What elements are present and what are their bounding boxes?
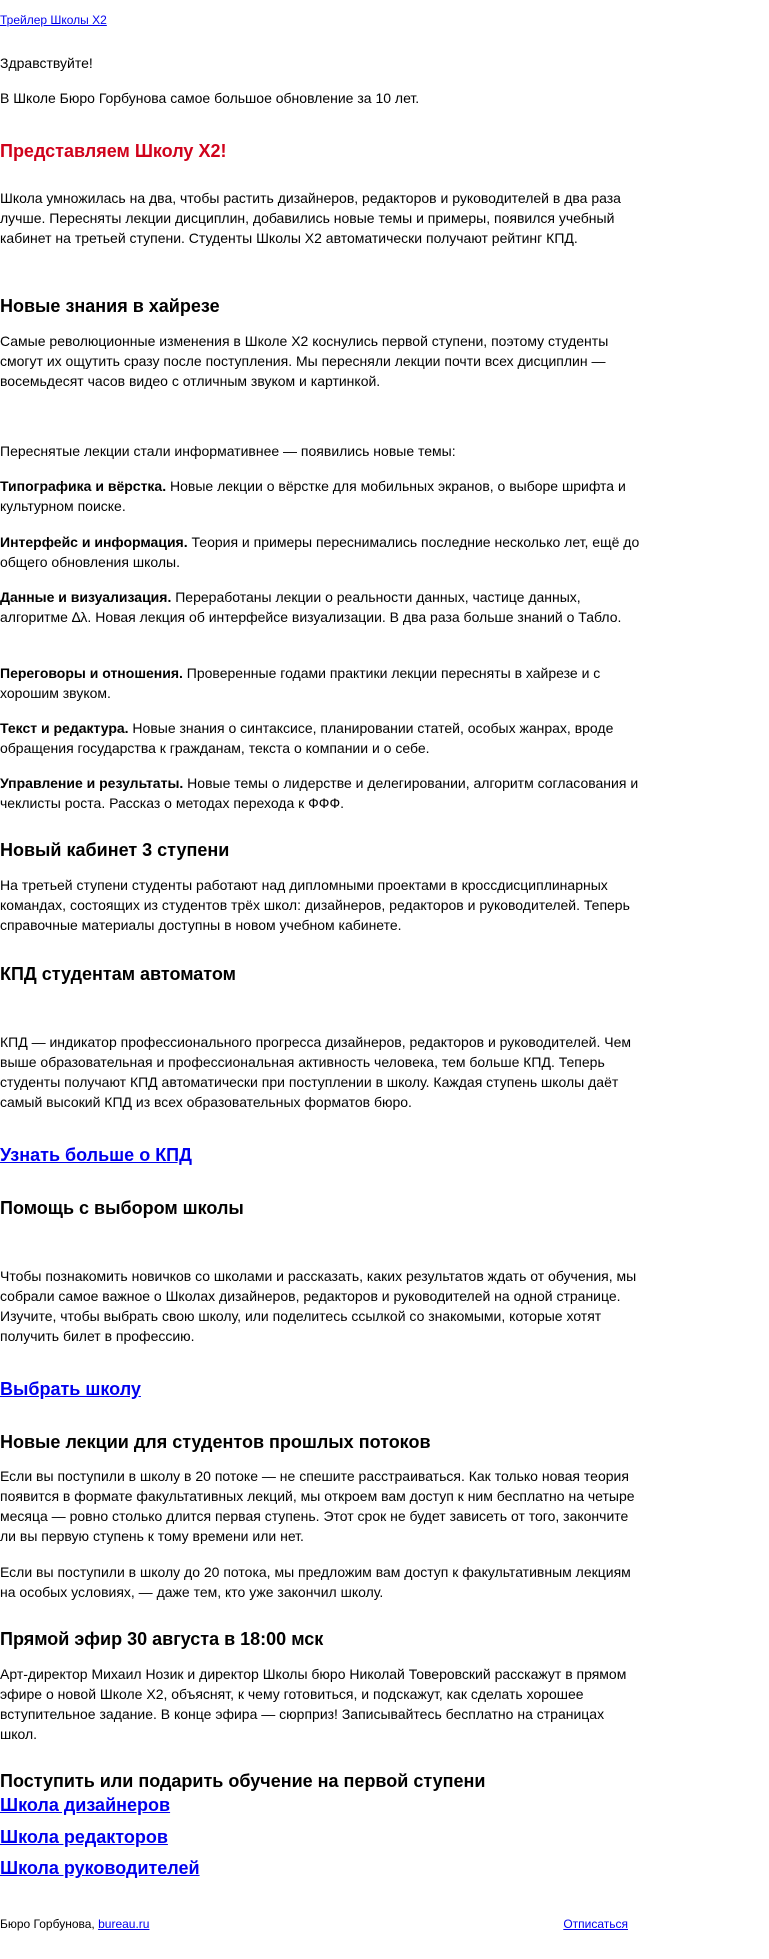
choose-title: Помощь с выбором школы [0, 1198, 244, 1218]
choose-school-link[interactable]: Выбрать школу [0, 1379, 141, 1399]
school-editors-link[interactable]: Школа редакторов [0, 1827, 168, 1847]
school-designers-link[interactable]: Школа дизайнеров [0, 1795, 171, 1815]
company-name: Бюро Горбунова, [0, 1917, 99, 1931]
topic-item [0, 663, 640, 703]
footer-company [0, 1916, 149, 1932]
topic-name: Типографика и вёрстка. [0, 478, 167, 494]
school-managers-link[interactable]: Школа руководителей [0, 1858, 200, 1878]
kpd-text: КПД — индикатор профессионального прогресса дизайнеров, редакторов и руководителей. Чем выше образовательная и профессиональная активность человека, тем больше КПД. Теперь студенты получают КПД автоматически при поступлении в школу. Каждая ступень школы даёт самый высокий КПД из всех образовательных форматов бюро. [0, 1034, 631, 1110]
cabinet-text: На третьей ступени студенты работают над дипломными проектами в кроссдисциплинарных командах, состоящих из студентов трёх школ: дизайнеров, редакторов и руководителей. Теперь справочные материалы доступны в новом учебном кабинете. [0, 877, 630, 933]
topic-text: Переработаны лекции о реальности данных, частице данных, алгоритме ∆λ. Новая лекция об интерфейсе визуализации. В два раза больше знаний о Табло. [0, 589, 622, 625]
live-text: Арт-директор Михаил Нозик и директор Школы бюро Николай Товеровский расскажут в прямом эфире о новой Школе Х2, объяснят, к чему готовиться, и подскажут, как сделать хорошее вступительное задание. В конце эфира — сюрприз! Записывайтесь бесплатно на страницах школ. [0, 1666, 627, 1742]
topic-name: Данные и визуализация. [0, 589, 172, 605]
topic-name: Переговоры и отношения. [0, 665, 183, 681]
announce-text: Школа умножилась на два, чтобы растить дизайнеров, редакторов и руководителей в два раза лучше. Пересняты лекции дисциплин, добавились новые темы и примеры, появился учебный кабинет на третьей ступени. Студенты Школы Х2 автоматически получают рейтинг КПД. [0, 190, 621, 246]
bureau-site-link[interactable]: bureau.ru [98, 1917, 150, 1931]
unsubscribe-link[interactable]: Отписаться [563, 1917, 628, 1931]
cabinet-title: Новый кабинет 3 ступени [0, 840, 230, 860]
topic-name: Интерфейс и информация. [0, 534, 188, 550]
past-title: Новые лекции для студентов прошлых потоков [0, 1432, 431, 1452]
kpd-title: КПД студентам автоматом [0, 964, 236, 984]
topic-item [0, 476, 640, 516]
topic-text: Новые лекции о вёрстке для мобильных экранов, о выборе шрифта и культурном поиске. [0, 478, 626, 514]
topic-text: Теория и примеры переснимались последние несколько лет, ещё до общего обновления школы. [0, 534, 640, 570]
topic-item [0, 532, 640, 572]
knowledge-text: Самые революционные изменения в Школе Х2 коснулись первой ступени, поэтому студенты смогут их ощутить сразу после поступления. Мы пересняли лекции почти всех дисциплин — восемьдесят часов видео с отличным звуком и картинкой. [0, 333, 609, 389]
knowledge-title: Новые знания в хайрезе [0, 296, 220, 316]
lead-text: В Школе Бюро Горбунова самое большое обновление за 10 лет. [0, 90, 420, 106]
greeting: Здравствуйте! [0, 55, 93, 71]
choose-text: Чтобы познакомить новичков со школами и рассказать, каких результатов ждать от обучения, мы собрали самое важное о Школах дизайнеров, редакторов и руководителей на одной странице. Изучите, чтобы выбрать свою школу, или поделитесь ссылкой со знакомыми, которые хотят получить билет в профессию. [0, 1268, 637, 1344]
announce-title: Представляем Школу Х2! [0, 141, 227, 161]
topic-name: Текст и редактура. [0, 720, 129, 736]
topic-text: Новые темы о лидерстве и делегировании, алгоритм согласования и чеклисты роста. Рассказ о методах перехода к ФФФ. [0, 775, 639, 811]
topic-item [0, 718, 640, 758]
past-text-2: Если вы поступили в школу до 20 потока, мы предложим вам доступ к факультативным лекциям на особых условиях, — даже тем, кто уже закончил школу. [0, 1564, 631, 1600]
topic-text: Проверенные годами практики лекции пересняты в хайрезе и с хорошим звуком. [0, 665, 601, 701]
live-title: Прямой эфир 30 августа в 18:00 мск [0, 1629, 324, 1649]
topic-item [0, 587, 640, 627]
past-text-1: Если вы поступили в школу в 20 потоке — не спешите расстраиваться. Как только новая теория появится в формате факультативных лекций, мы откроем вам доступ к ним бесплатно на четыре месяца — ровно столько длится первая ступень. Этот срок не будет зависеть от того, закончите ли вы первую ступень к тому времени или нет. [0, 1468, 635, 1544]
kpd-more-link[interactable]: Узнать больше о КПД [0, 1145, 192, 1165]
enroll-title: Поступить или подарить обучение на первой ступени [0, 1771, 486, 1791]
topic-name: Управление и результаты. [0, 775, 184, 791]
topic-text: Новые знания о синтаксисе, планировании статей, особых жанрах, вроде обращения государства к гражданам, текста о компании и о себе. [0, 720, 614, 756]
trailer-link[interactable]: Трейлер Школы Х2 [0, 13, 107, 27]
topics-intro: Переснятые лекции стали информативнее — появились новые темы: [0, 443, 456, 459]
topic-item [0, 773, 640, 813]
